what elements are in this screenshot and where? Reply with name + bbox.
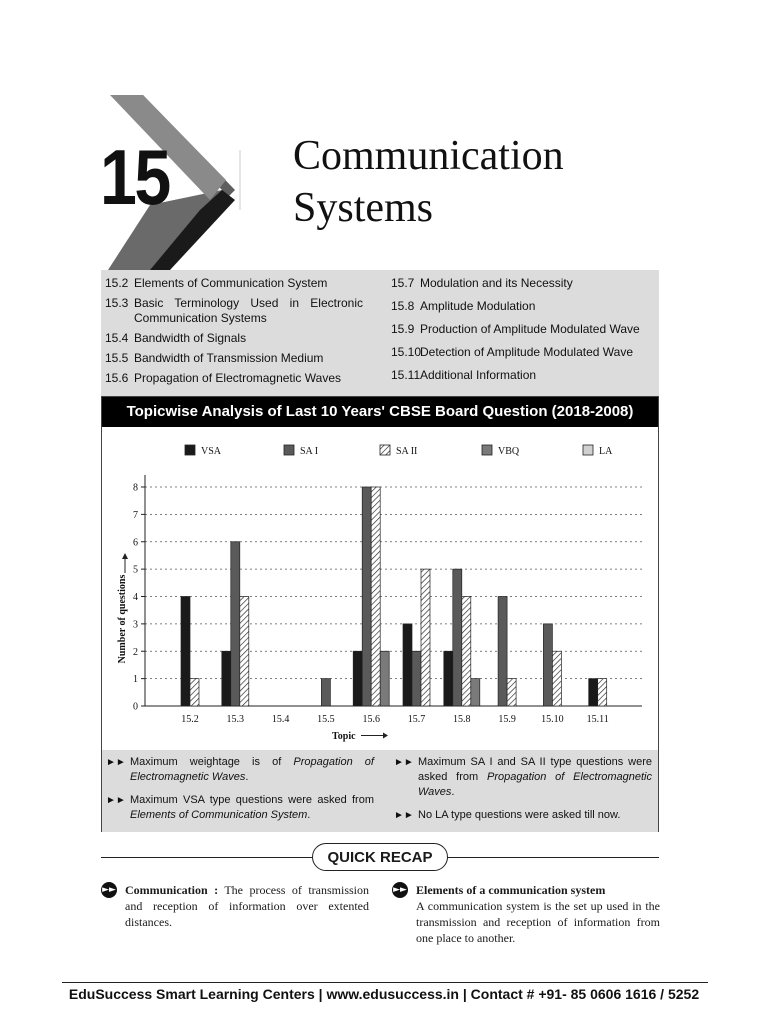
topic-number: 15.10 <box>391 345 422 359</box>
bar-vsa <box>353 651 362 706</box>
y-axis-arrowhead-icon <box>122 553 128 559</box>
bar-sa-ii <box>462 597 471 707</box>
double-arrow-icon: ►► <box>106 757 126 768</box>
recap-term: Elements of a communication system <box>416 883 606 897</box>
note-item: ►► Maximum weightage is of Propagation of Electromagnetic Waves. <box>102 755 374 785</box>
bar-sa-i <box>321 679 330 706</box>
topic-number: 15.3 <box>105 296 129 310</box>
topics-list <box>101 270 659 396</box>
topic-number: 15.9 <box>391 322 415 336</box>
topic-item <box>105 351 363 366</box>
topic-text: Modulation and its Necessity <box>420 276 573 290</box>
chapter-title-line-2: Systems <box>293 185 434 231</box>
bar-sa-ii <box>240 597 249 707</box>
footer-divider <box>62 982 708 983</box>
topic-text: Additional Information <box>420 368 537 382</box>
topic-item <box>391 368 653 383</box>
bar-vsa <box>181 597 190 707</box>
analysis-title: Topicwise Analysis of Last 10 Years' CBSE Board Question (2018-2008) <box>102 397 658 427</box>
y-tick-label: 5 <box>133 564 138 576</box>
page-footer: EduSuccess Smart Learning Centers | www.edusuccess.in | Contact # +91- 85 0606 1616 / 5252 <box>68 986 700 1002</box>
topic-text: Amplitude Modulation <box>420 299 536 313</box>
topic-item <box>105 296 363 326</box>
x-tick-label: 15.10 <box>541 714 564 725</box>
bar-vsa <box>222 651 231 706</box>
bar-vsa <box>444 651 453 706</box>
bar-vbq <box>380 651 389 706</box>
x-tick-label: 15.6 <box>362 714 380 725</box>
analysis-notes <box>102 750 658 832</box>
note-item: ►► Maximum SA I and SA II type questions were asked from Propagation of Electromagnetic Waves. <box>390 755 652 800</box>
bar-sa-ii <box>552 651 561 706</box>
x-tick-label: 15.11 <box>586 714 609 725</box>
bar-sa-i <box>412 651 421 706</box>
legend-swatch <box>284 445 294 455</box>
chapter-title <box>293 130 564 234</box>
y-tick-label: 1 <box>133 674 138 686</box>
bar-vbq <box>471 679 480 706</box>
y-tick-label: 3 <box>133 619 138 631</box>
legend-label: LA <box>599 446 613 457</box>
x-tick-label: 15.8 <box>453 714 471 725</box>
chapter-title-line-1: Communication <box>293 133 564 179</box>
legend-label: VSA <box>201 446 222 457</box>
y-tick-label: 6 <box>133 537 138 549</box>
y-tick-label: 8 <box>133 482 138 494</box>
topics-column-right <box>391 276 653 391</box>
x-tick-label: 15.4 <box>271 714 290 725</box>
topic-text: Bandwidth of Transmission Medium <box>134 351 324 365</box>
bar-sa-i <box>498 597 507 707</box>
recap-definition: A communication system is the set up used in the transmission and reception of information from one place to another. <box>416 899 660 945</box>
bar-sa-ii <box>371 487 380 706</box>
double-arrow-icon: ►► <box>106 795 126 806</box>
bar-vsa <box>403 624 412 706</box>
legend-swatch <box>482 445 492 455</box>
double-arrow-icon: ►► <box>394 810 414 821</box>
x-tick-label: 15.7 <box>407 714 426 725</box>
topic-item <box>391 299 653 314</box>
x-axis-arrowhead-icon <box>383 733 388 739</box>
chapter-number: 15 <box>100 133 169 221</box>
topic-number: 15.5 <box>105 351 129 365</box>
recap-definition: The process of transmission and reception of information over extented distances. <box>125 883 370 929</box>
double-arrow-icon: ►► <box>392 882 408 898</box>
y-tick-label: 7 <box>133 509 138 521</box>
topic-number: 15.4 <box>105 331 129 345</box>
topic-text: Basic Terminology Used in Electronic Communication Systems <box>134 296 363 325</box>
topic-item <box>105 331 363 346</box>
topic-number: 15.8 <box>391 299 415 313</box>
double-arrow-icon: ►► <box>394 757 414 768</box>
y-tick-label: 4 <box>133 592 138 603</box>
bar-sa-ii <box>421 569 430 706</box>
topic-text: Bandwidth of Signals <box>134 331 247 345</box>
x-axis-label: Topic <box>332 731 356 742</box>
topic-item <box>391 345 653 360</box>
chapter-header <box>0 0 768 270</box>
topic-item <box>105 371 363 386</box>
topic-number: 15.6 <box>105 371 129 385</box>
x-tick-label: 15.9 <box>498 714 516 725</box>
topic-text: Elements of Communication System <box>134 276 328 290</box>
note-item: ►► No LA type questions were asked till now. <box>390 808 652 823</box>
bar-sa-i <box>362 487 371 706</box>
bar-sa-i <box>453 569 462 706</box>
recap-item <box>392 882 660 946</box>
topic-text: Production of Amplitude Modulated Wave <box>420 322 640 336</box>
bar-vsa <box>589 679 598 706</box>
bar-sa-i <box>543 624 552 706</box>
bar-sa-ii <box>190 679 199 706</box>
x-tick-label: 15.2 <box>181 714 199 725</box>
topic-item <box>105 276 363 291</box>
y-tick-label: 0 <box>133 701 138 713</box>
legend-label: SA II <box>396 446 418 457</box>
legend-swatch <box>185 445 195 455</box>
bar-sa-ii <box>598 679 607 706</box>
topic-item <box>391 322 653 337</box>
double-arrow-icon: ►► <box>101 882 117 898</box>
legend-label: SA I <box>300 446 319 457</box>
topicwise-analysis-panel <box>101 396 659 832</box>
topic-number: 15.2 <box>105 276 129 290</box>
topicwise-bar-chart <box>102 427 658 750</box>
x-tick-label: 15.5 <box>317 714 335 725</box>
quick-recap-heading: QUICK RECAP <box>312 843 448 871</box>
topic-number: 15.11 <box>391 368 421 382</box>
recap-item <box>101 882 369 930</box>
legend-swatch <box>583 445 593 455</box>
topics-column-left <box>105 276 363 391</box>
y-axis-label: Number of questions <box>117 574 128 664</box>
bar-sa-ii <box>507 679 516 706</box>
topic-text: Detection of Amplitude Modulated Wave <box>420 345 634 359</box>
legend-label: VBQ <box>498 446 520 457</box>
y-tick-label: 2 <box>133 646 138 658</box>
topic-text: Propagation of Electromagnetic Waves <box>134 371 341 385</box>
recap-term: Communication : <box>125 883 219 897</box>
bar-sa-i <box>231 542 240 706</box>
legend-swatch <box>380 445 390 455</box>
topic-item <box>391 276 653 291</box>
topic-number: 15.7 <box>391 276 415 290</box>
x-tick-label: 15.3 <box>226 714 245 725</box>
note-item: ►► Maximum VSA type questions were asked from Elements of Communication System. <box>102 793 374 823</box>
